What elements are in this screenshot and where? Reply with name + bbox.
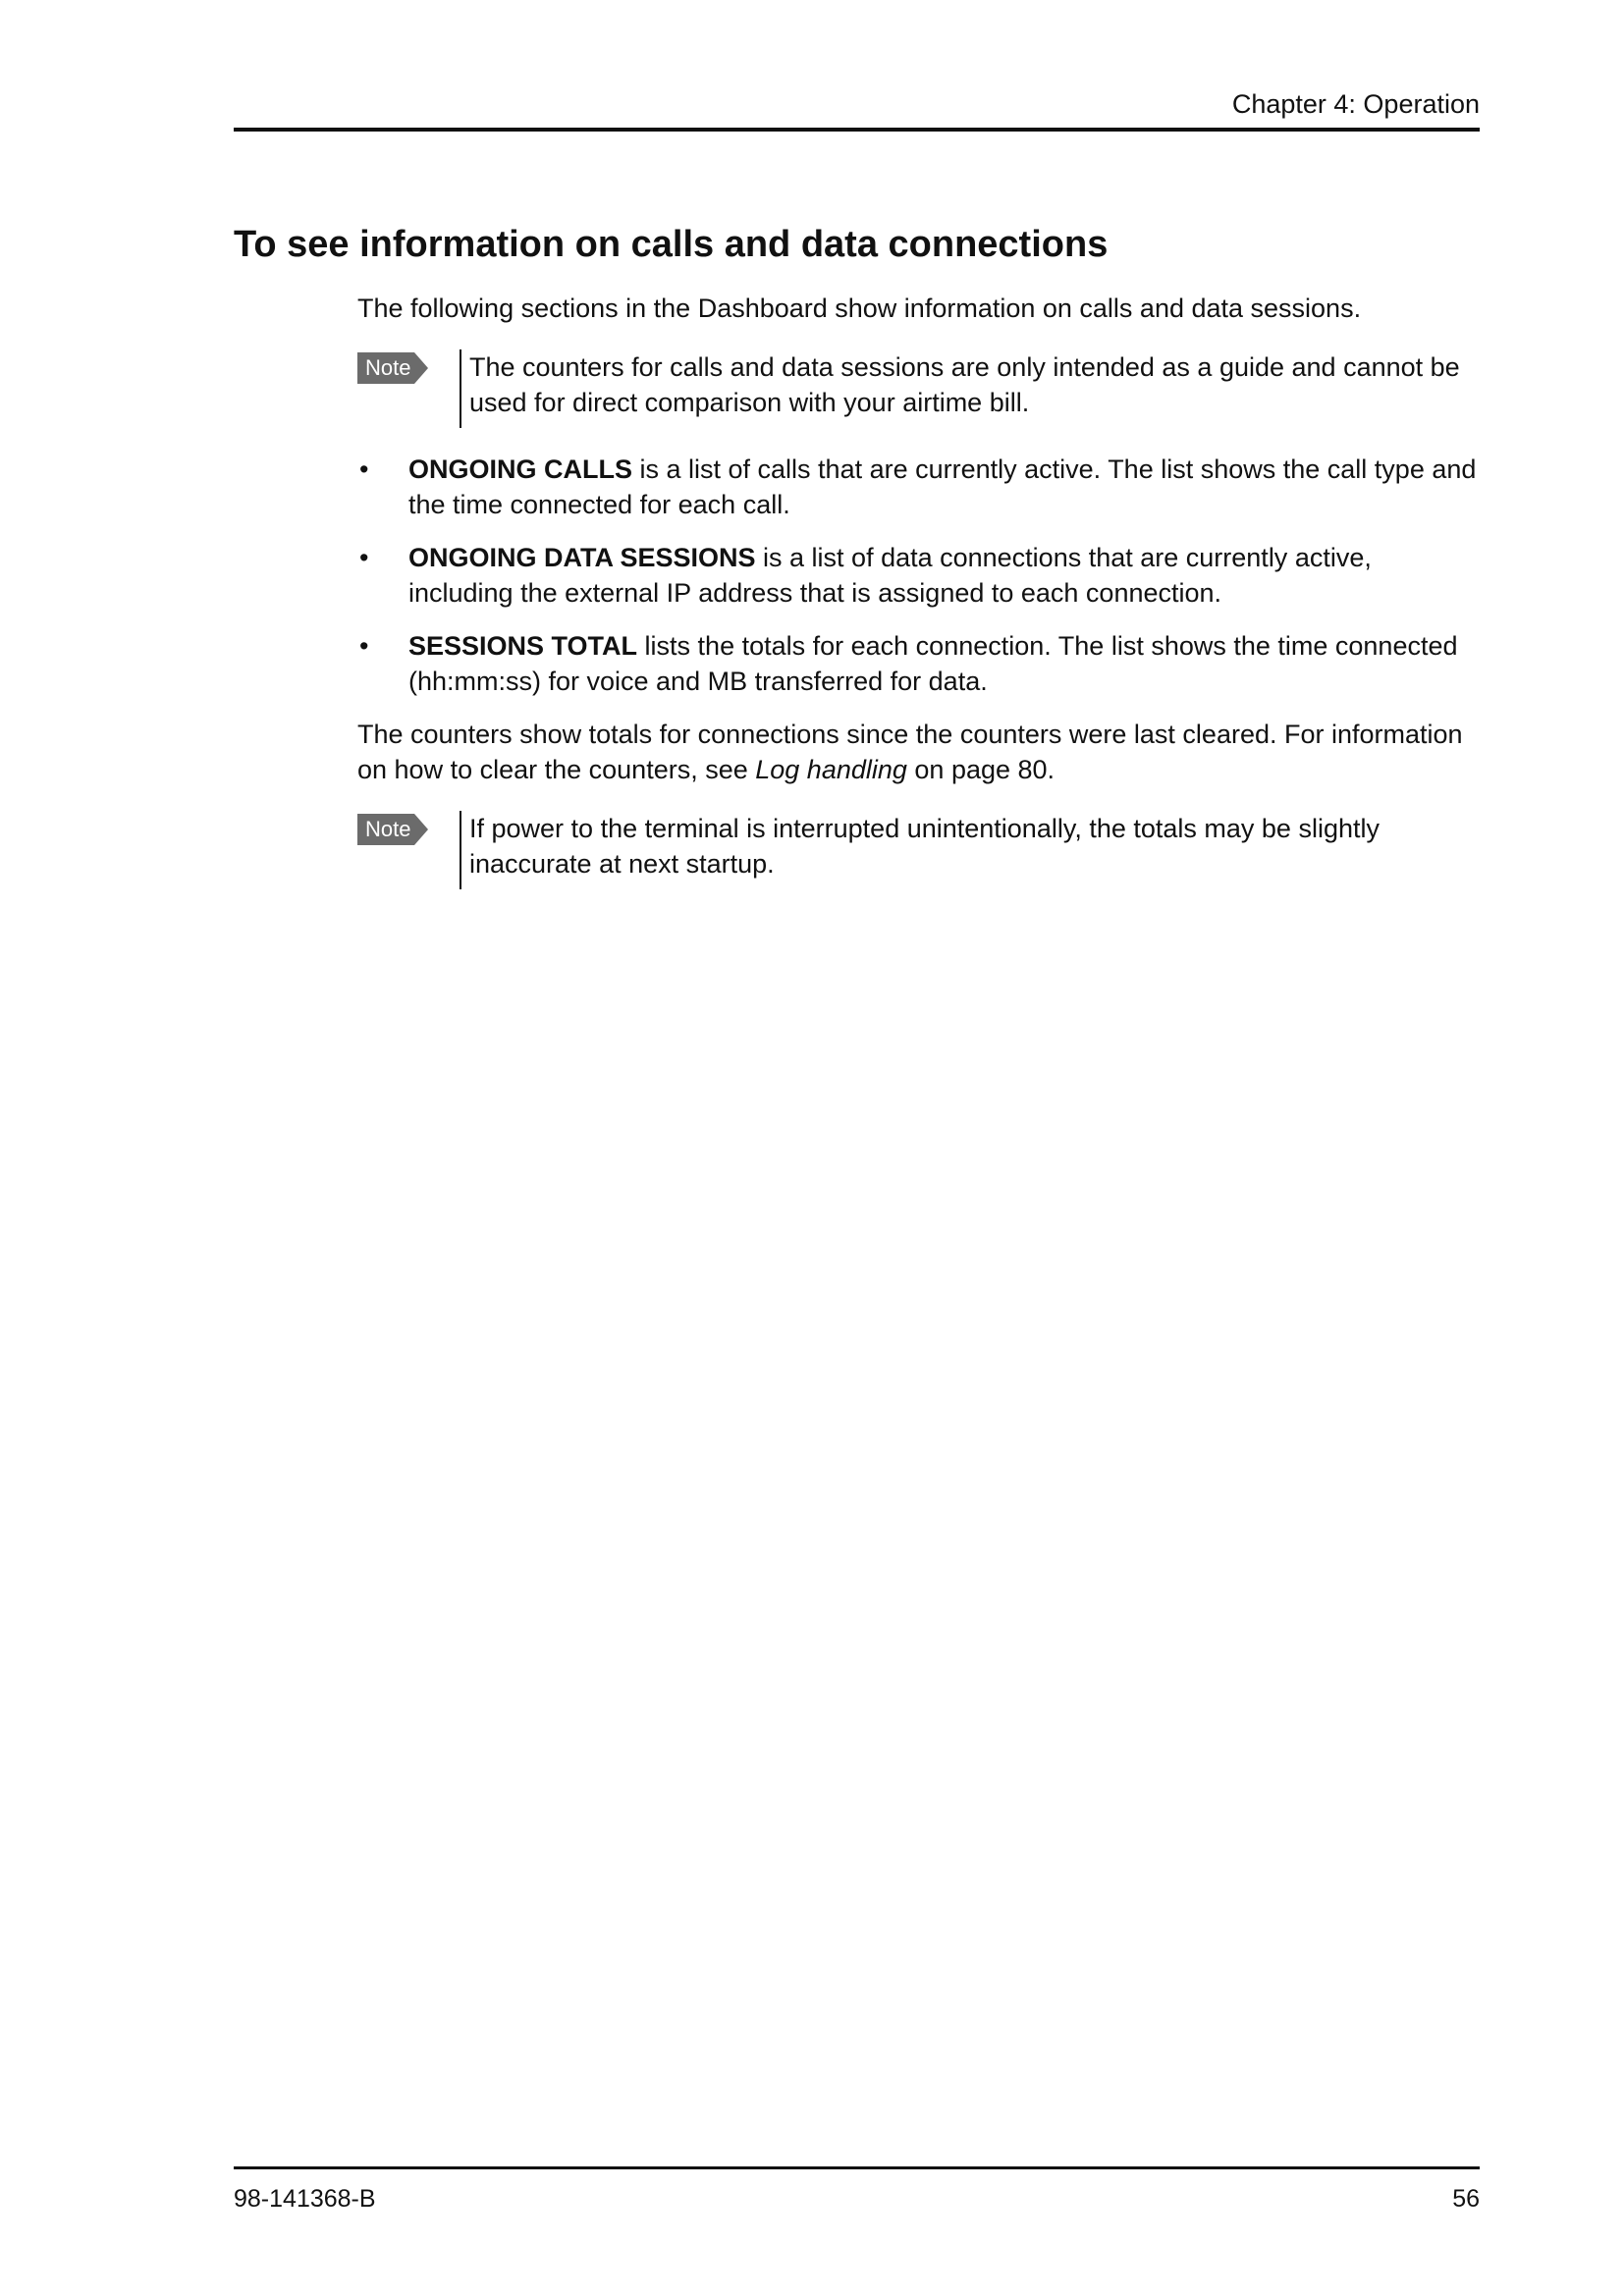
counters-paragraph [357,717,1482,787]
footer-doc-number: 98-141368-B [234,2185,376,2213]
header-chapter: Chapter 4: Operation [1231,89,1480,119]
intro-paragraph: The following sections in the Dashboard show information on calls and data sessions. [357,294,1362,323]
bullet-keyword: ONGOING CALLS [408,454,632,484]
log-handling-link[interactable]: Log handling [755,755,907,784]
bullet-dot-icon: • [359,543,369,572]
bullet-text: is a list of data connections that are currently active, including the external IP address that is assigned to each connection. [408,543,1372,608]
bullet-keyword: SESSIONS TOTAL [408,631,638,661]
footer-rule [234,2166,1480,2169]
counters-text: The counters show totals for connections since the counters were last cleared. For information on how to clear the counters, see [357,720,1463,784]
header-rule [234,128,1480,132]
content [357,291,1482,913]
note-badge-1 [357,352,428,384]
bullet-dot-icon: • [359,631,369,661]
bullet-keyword: ONGOING DATA SESSIONS [408,543,756,572]
bullet-text: lists the totals for each connection. The list shows the time connected (hh:mm:ss) for voice and MB transferred for data. [408,631,1458,696]
page-reference-text: on page 80. [906,755,1056,784]
bullet-list [357,452,1482,699]
note-block-2 [357,811,1482,889]
note-badge-label: Note [365,355,411,380]
bullet-text: is a list of calls that are currently active. The list shows the call type and the time connected for each call. [408,454,1477,519]
note-text-1: The counters for calls and data sessions are only intended as a guide and cannot be used for direct comparison with your airtime bill. [460,349,1479,428]
note-badge-2 [357,814,428,845]
bullet-dot-icon: • [359,454,369,484]
note-badge-label: Note [365,817,411,841]
footer-page-number: 56 [1452,2185,1480,2213]
list-item [357,540,1482,611]
note-text-2: If power to the terminal is interrupted unintentionally, the totals may be slightly inaccurate at next startup. [460,811,1479,889]
section-heading: To see information on calls and data connections [234,224,1109,265]
list-item [357,452,1482,522]
note-block-1 [357,349,1482,428]
list-item [357,628,1482,699]
